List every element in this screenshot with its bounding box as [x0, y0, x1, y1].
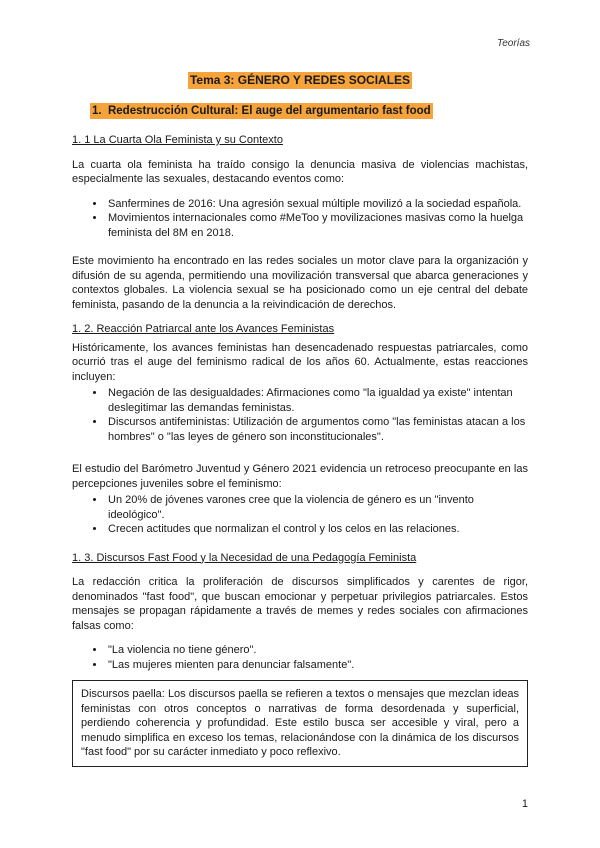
list-item: • "Las mujeres mienten para denunciar falsamente".	[106, 658, 528, 673]
list-item: • "La violencia no tiene género".	[106, 643, 528, 658]
list-item: • Sanfermines de 2016: Una agresión sexual múltiple movilizó a la sociedad española.	[106, 197, 528, 212]
paragraph: Históricamente, los avances feministas han desencadenado respuestas patriarcales, como ocurrió tras el auge del feminismo radical de los años 60. Actualmente, estas reacciones incluyen:	[72, 341, 528, 383]
section-label: Redestrucción Cultural: El auge del argumentario fast food	[107, 104, 431, 117]
bullet-list	[72, 386, 528, 444]
paragraph: El estudio del Barómetro Juventud y Género 2021 evidencia un retroceso preocupante en las percepciones juveniles sobre el feminismo:	[72, 463, 528, 490]
list-item: • Negación de las desigualdades: Afirmaciones como "la igualdad ya existe" intentan deslegitimar las demandas feministas.	[106, 386, 528, 415]
list-item: • Discursos antifeministas: Utilización de argumentos como "las feministas atacan a los hombres" o "las leyes de género son inconstitucionales".	[106, 415, 528, 444]
list-item: • Crecen actitudes que normalizan el control y los celos en las relaciones.	[106, 522, 528, 537]
document-title: Tema 3: GÉNERO Y REDES SOCIALES	[189, 73, 411, 87]
document-body	[72, 72, 528, 767]
paragraph: La cuarta ola feminista ha traído consigo la denuncia masiva de violencias machistas, especialmente las sexuales, destacando eventos como:	[72, 158, 528, 185]
subsection-heading-1-1: 1. 1 La Cuarta Ola Feminista y su Contexto	[72, 134, 283, 146]
section-heading-1	[90, 103, 433, 120]
page-number: 1	[521, 798, 528, 810]
header-section-label: Teorías	[497, 38, 530, 49]
bullet-list	[72, 643, 528, 672]
bullet-list	[72, 197, 528, 241]
list-item: • Un 20% de jóvenes varones cree que la violencia de género es un "invento ideológico".	[106, 493, 528, 522]
definition-box: Discursos paella: Los discursos paella se refieren a textos o mensajes que mezclan ideas feministas con otros conceptos o narrativas de forma desordenada y superficial, perdiendo coherencia y profundidad. Este estilo busca ser accesible y viral, pero a menudo simplifica en exceso los temas, relacionándose con la dinámica de los discursos "fast food" por su carácter inmediato y poco reflexivo.	[72, 680, 528, 767]
paragraph: La redacción critica la proliferación de discursos simplificados y carentes de rigor, denominados "fast food", que buscan emocionar y perpetuar privilegios patriarcales. Estos mensajes se propagan rápidamente a través de memes y redes sociales con afirmaciones falsas como:	[72, 576, 528, 632]
paragraph: Este movimiento ha encontrado en las redes sociales un motor clave para la organización y difusión de su agenda, permitiendo una movilización transversal que abarca generaciones y contextos globales. La violencia sexual se ha posicionado como un eje central del debate feminista, pasando de la denuncia a la reivindicación de derechos.	[72, 255, 528, 311]
list-item: • Movimientos internacionales como #MeToo y movilizaciones masivas como la huelga feminista del 8M en 2018.	[106, 211, 528, 240]
bullet-list	[72, 493, 528, 537]
section-number: 1.	[92, 104, 102, 117]
subsection-heading-1-3: 1. 3. Discursos Fast Food y la Necesidad de una Pedagogía Feminista	[72, 551, 417, 564]
subsection-heading-1-2: 1. 2. Reacción Patriarcal ante los Avances Feministas	[72, 323, 335, 335]
